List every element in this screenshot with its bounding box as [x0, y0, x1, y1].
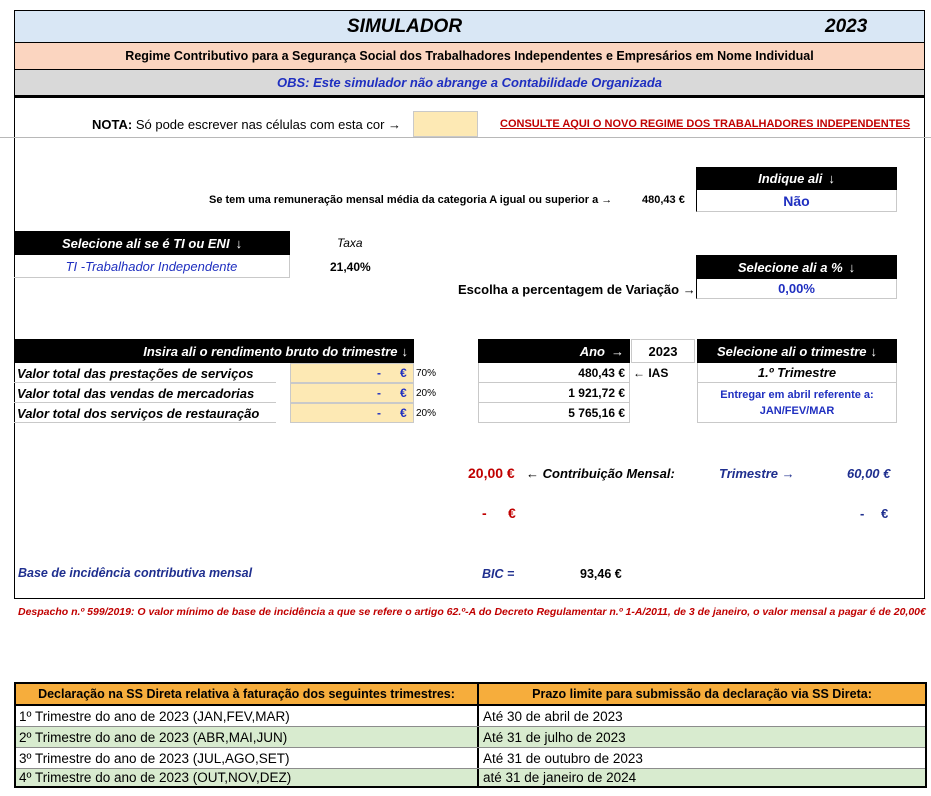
contribuicao-label: Contribuição Mensal: [542, 466, 675, 481]
trimestre-select[interactable] [697, 363, 897, 383]
remuneracao-question-text: Se tem uma remuneração mensal média da categoria A igual ou superior a [209, 194, 599, 206]
declaracao-trimestre: 1º Trimestre do ano de 2023 (JAN,FEV,MAR) [19, 706, 479, 726]
tipo-value: TI -Trabalhador Independente [65, 258, 238, 274]
variacao-header-label: Selecione ali a % [737, 259, 843, 275]
nota-label: NOTA: [92, 117, 133, 132]
ias-max-cell [478, 403, 630, 423]
declaracao-col1-header [16, 684, 479, 706]
base-label: Base de incidência contributiva mensal [18, 566, 253, 580]
remuneracao-value: 480,43 € [642, 194, 685, 206]
remuneracao-question [209, 194, 612, 206]
rendimento-row [14, 383, 440, 403]
rendimento-row [14, 363, 440, 383]
arrow-down-icon: ↓ [870, 343, 878, 359]
contribuicao-euro-right: € [881, 506, 889, 521]
rendimento-row [14, 403, 440, 423]
trimestre-header [697, 339, 897, 363]
trimestre-note-line2: JAN/FEV/MAR [759, 405, 835, 417]
trimestre-value: 1.º Trimestre [757, 365, 837, 380]
variacao-label: Escolha a percentagem de Variação [458, 282, 680, 297]
remuneracao-answer-select[interactable] [696, 190, 897, 212]
rendimento-underline [14, 382, 276, 383]
ano-value: 2023 [648, 343, 678, 359]
despacho-note [18, 606, 931, 618]
despacho-text: Despacho n.º 599/2019: O valor mínimo de base de incidência a que se refere o artigo 62.º-A do Decreto Regulamentar n.º 1-A/2011, de 3 de janeiro, o valor mensal a pagar é de 20,00€ [18, 606, 926, 618]
arrow-down-icon: ↓ [848, 259, 856, 275]
variacao-select[interactable] [696, 279, 897, 299]
declaracao-row [16, 727, 925, 748]
subtitle-bar [14, 43, 925, 70]
page-title: SIMULADOR [347, 16, 463, 37]
arrow-down-icon: ↓ [235, 235, 243, 251]
contribuicao-dash-left: - [482, 505, 487, 521]
rendimento-input-value: - [377, 406, 381, 420]
variacao-value: 0,00% [778, 281, 815, 296]
bic-value: 93,46 € [580, 567, 622, 581]
contribuicao-label-line [526, 466, 675, 481]
color-sample-cell [413, 111, 478, 137]
rendimento-row-label: Valor total das prestações de serviços [17, 365, 254, 381]
rendimento-underline [14, 402, 276, 403]
tipo-header-label: Selecione ali se é TI ou ENI [61, 235, 230, 251]
ano-label: Ano [579, 343, 605, 359]
tipo-select[interactable] [14, 255, 290, 278]
declaracao-trimestre: 3º Trimestre do ano de 2023 (JUL,AGO,SET) [19, 748, 479, 768]
ias-arrow: ← [633, 366, 645, 380]
rendimento-header-label: Insira ali o rendimento bruto do trimestre [143, 343, 398, 359]
frame-bottom [14, 598, 925, 599]
rendimento-header [14, 339, 414, 363]
ias-multiple-value: 1 921,72 € [568, 385, 625, 400]
contribuicao-value: 20,00 € [468, 465, 515, 481]
ano-arrow: → [611, 343, 624, 359]
ias-max-value: 5 765,16 € [568, 405, 625, 420]
nota-text: Só pode escrever nas células com esta cor [135, 117, 385, 132]
trimestre-total-value: 60,00 € [847, 466, 891, 481]
trimestre-header-label: Selecione ali o trimestre [716, 343, 867, 359]
ias-label-line [633, 366, 668, 380]
variacao-header [696, 255, 897, 279]
taxa-label: Taxa [337, 236, 363, 250]
declaracao-row [16, 748, 925, 769]
rendimento-row-pct: 20% [416, 407, 437, 419]
remuneracao-answer: Não [783, 192, 810, 209]
rendimento-input-value: - [377, 386, 381, 400]
declaracao-prazo: Até 31 de outubro de 2023 [483, 750, 643, 766]
grid-line [0, 137, 931, 138]
arrow-down-icon: ↓ [828, 171, 835, 186]
rendimento-input-value: - [377, 366, 381, 380]
indique-header-label: Indique ali [758, 171, 823, 186]
declaracao-trimestre: 4º Trimestre do ano de 2023 (OUT,NOV,DEZ) [19, 769, 479, 786]
declaracao-prazo: Até 31 de julho de 2023 [483, 729, 626, 745]
contribuicao-arrow: ← [526, 466, 539, 481]
rendimento-underline [14, 422, 276, 423]
rendimento-input-restauracao[interactable] [290, 403, 414, 423]
rendimento-input-currency: € [400, 366, 407, 380]
indique-header [696, 167, 897, 190]
rendimento-row-pct: 20% [416, 387, 437, 399]
ias-value-cell [478, 363, 630, 383]
obs-text: OBS: Este simulador não abrange a Contabilidade Organizada [276, 75, 663, 90]
page-year: 2023 [825, 16, 868, 37]
ano-header [478, 339, 630, 363]
rendimento-input-currency: € [400, 386, 407, 400]
novo-regime-link[interactable]: CONSULTE AQUI O NOVO REGIME DOS TRABALHADORES INDEPENDENTES [500, 118, 911, 130]
declaracao-row [16, 769, 925, 786]
rendimento-input-servicos[interactable] [290, 363, 414, 383]
ano-value-cell [631, 339, 695, 363]
declaracao-prazo: Até 30 de abril de 2023 [483, 708, 623, 724]
trimestre-note [697, 383, 897, 423]
rendimento-row-label: Valor total das vendas de mercadorias [17, 385, 255, 401]
declaracao-row [16, 706, 925, 727]
nota-arrow: → [388, 117, 402, 132]
taxa-value: 21,40% [330, 260, 371, 274]
declaracao-col2-header [479, 684, 925, 706]
bic-label: BIC = [482, 567, 515, 581]
declaracao-trimestre: 2º Trimestre do ano de 2023 (ABR,MAI,JUN) [19, 727, 479, 747]
arrow-down-icon: ↓ [401, 343, 408, 359]
trimestre-note-line1: Entregar em abril referente a: [720, 389, 874, 401]
title-bar [14, 10, 925, 43]
declaracao-table [14, 682, 927, 788]
contribuicao-euro-left: € [508, 505, 516, 521]
trimestre-total-label: Trimestre [719, 466, 779, 481]
contribuicao-dash-right: - [860, 506, 865, 521]
nota-line [92, 117, 401, 132]
variacao-label-line [458, 282, 696, 297]
declaracao-col1-header-text: Declaração na SS Direta relativa à faturação dos seguintes trimestres: [38, 687, 455, 701]
tipo-header [14, 231, 290, 255]
rendimento-input-currency: € [400, 406, 407, 420]
trimestre-total-arrow: → [781, 466, 795, 481]
ias-label: IAS [648, 366, 669, 380]
rendimento-input-mercadorias[interactable] [290, 383, 414, 403]
obs-bar [14, 70, 925, 98]
ias-multiple-cell [478, 383, 630, 403]
remuneracao-arrow: → [601, 194, 613, 206]
frame-right [924, 98, 925, 599]
ias-value: 480,43 € [578, 365, 625, 380]
variacao-arrow: → [682, 282, 696, 297]
declaracao-col2-header-text: Prazo limite para submissão da declaração via SS Direta: [532, 687, 872, 701]
subtitle-text: Regime Contributivo para a Segurança Social dos Trabalhadores Independentes e Empresários em Nome Individual [125, 49, 814, 63]
rendimento-row-label: Valor total dos serviços de restauração [17, 405, 260, 421]
rendimento-row-pct: 70% [416, 367, 437, 379]
declaracao-prazo: até 31 de janeiro de 2024 [483, 770, 637, 785]
trimestre-total-label-line [719, 466, 795, 481]
